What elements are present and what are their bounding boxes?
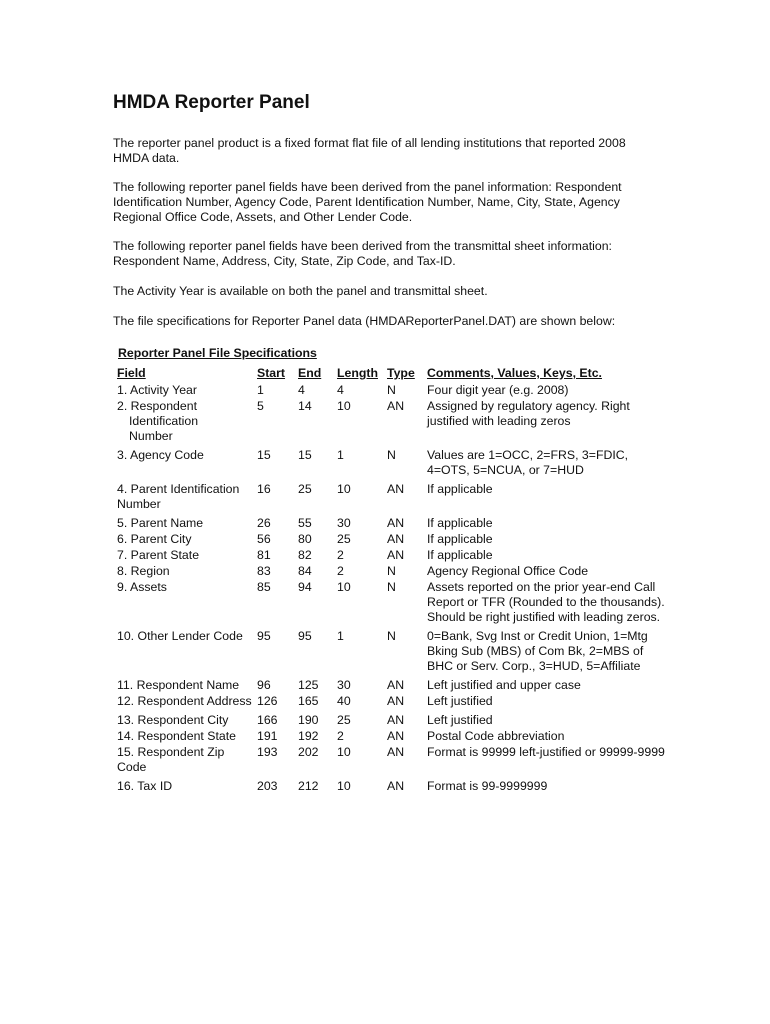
cell-type: AN [387,532,405,546]
cell-type: N [387,383,396,397]
cell-length: 10 [337,482,351,496]
cell-end: 95 [298,629,312,643]
field-name: 3. Agency Code [117,448,204,462]
header-type: Type [387,366,415,380]
cell-comments: 0=Bank, Svg Inst or Credit Union, 1=Mtg Bking Sub (MBS) of Com Bk, 2=MBS of BHC or Serv. Corp., 3=HUD, 5=Affiliate [427,629,648,673]
cell-comments: If applicable [427,532,493,546]
spec-table [115,364,667,794]
cell-end: 192 [298,729,319,743]
cell-length: 40 [337,694,351,708]
cell-type: AN [387,548,405,562]
cell-start: 203 [257,779,278,793]
table-row [115,579,667,628]
cell-field [115,744,255,778]
cell-length: 25 [337,532,351,546]
cell-comments: Left justified and upper case [427,678,581,692]
field-name: 9. Assets [117,580,167,594]
cell-start: 56 [257,532,271,546]
cell-comments: Assigned by regulatory agency. Right justified with leading zeros [427,399,630,428]
cell-field [115,728,255,744]
cell-end: 14 [298,399,312,413]
cell-end: 82 [298,548,312,562]
cell-start: 15 [257,448,271,462]
cell-start: 85 [257,580,271,594]
cell-field [115,447,255,481]
cell-field [115,382,255,398]
cell-start: 96 [257,678,271,692]
transmittal-fields-paragraph: The following reporter panel fields have been derived from the transmittal sheet information: Respondent Name, Address, City, State, Zip Code, and Tax-ID. [113,239,612,268]
field-name-continued: Number [129,429,173,443]
cell-type: AN [387,779,405,793]
field-name: 2. Respondent [117,399,197,413]
cell-type: AN [387,694,405,708]
table-row [115,447,667,481]
cell-field [115,778,255,794]
file-spec-paragraph: The file specifications for Reporter Panel data (HMDAReporterPanel.DAT) are shown below: [113,314,616,328]
cell-comments: Left justified [427,694,493,708]
intro-paragraph: The reporter panel product is a fixed format flat file of all lending institutions that reported 2008 HMDA data. [113,136,626,165]
cell-end: 212 [298,779,319,793]
table-row [115,515,667,531]
cell-comments: If applicable [427,482,493,496]
field-name: 12. Respondent Address [117,694,252,708]
cell-start: 166 [257,713,278,727]
cell-comments: Values are 1=OCC, 2=FRS, 3=FDIC, 4=OTS, 5=NCUA, or 7=HUD [427,448,629,477]
header-field: Field [117,366,146,380]
header-length: Length [337,366,378,380]
cell-type: AN [387,399,405,413]
cell-start: 83 [257,564,271,578]
cell-type: AN [387,516,405,530]
cell-start: 1 [257,383,264,397]
cell-type: N [387,629,396,643]
cell-field [115,531,255,547]
cell-type: N [387,564,396,578]
cell-field [115,398,255,447]
cell-start: 16 [257,482,271,496]
cell-field [115,693,255,712]
table-row [115,563,667,579]
field-name: 13. Respondent City [117,713,229,727]
header-end: End [298,366,322,380]
field-name: 8. Region [117,564,170,578]
cell-start: 95 [257,629,271,643]
spec-table-body [115,382,667,794]
cell-comments: Postal Code abbreviation [427,729,565,743]
cell-comments: Four digit year (e.g. 2008) [427,383,569,397]
field-name: 4. Parent Identification Number [117,482,240,511]
cell-end: 202 [298,745,319,759]
cell-length: 2 [337,548,344,562]
field-name: 10. Other Lender Code [117,629,243,643]
cell-length: 4 [337,383,344,397]
cell-end: 80 [298,532,312,546]
cell-end: 25 [298,482,312,496]
cell-length: 2 [337,564,344,578]
field-name: 7. Parent State [117,548,200,562]
cell-type: AN [387,678,405,692]
table-row [115,778,667,794]
cell-end: 55 [298,516,312,530]
field-name: 16. Tax ID [117,779,173,793]
field-name: 1. Activity Year [117,383,197,397]
cell-length: 10 [337,399,351,413]
table-row [115,481,667,515]
cell-comments: If applicable [427,548,493,562]
cell-type: AN [387,729,405,743]
cell-field [115,563,255,579]
table-row [115,398,667,447]
cell-length: 1 [337,448,344,462]
cell-start: 5 [257,399,264,413]
field-name: 5. Parent Name [117,516,204,530]
cell-end: 84 [298,564,312,578]
spec-table-header-row [115,364,667,382]
page-title: HMDA Reporter Panel [113,92,310,113]
cell-comments: Format is 99999 left-justified or 99999-9999 [427,745,665,759]
cell-type: N [387,448,396,462]
cell-length: 10 [337,580,351,594]
cell-field [115,515,255,531]
table-row [115,382,667,398]
table-row [115,712,667,728]
cell-field [115,547,255,563]
cell-type: AN [387,482,405,496]
header-comments: Comments, Values, Keys, Etc. [427,366,602,380]
table-row [115,693,667,712]
cell-length: 10 [337,779,351,793]
cell-field [115,579,255,628]
cell-end: 4 [298,383,305,397]
cell-end: 165 [298,694,319,708]
cell-length: 30 [337,678,351,692]
field-name: 11. Respondent Name [117,678,240,692]
cell-field [115,481,255,515]
cell-comments: If applicable [427,516,493,530]
cell-type: AN [387,713,405,727]
table-row [115,677,667,693]
cell-start: 126 [257,694,278,708]
table-row [115,628,667,677]
cell-field [115,628,255,677]
cell-type: AN [387,745,405,759]
cell-end: 94 [298,580,312,594]
cell-length: 2 [337,729,344,743]
cell-type: N [387,580,396,594]
cell-comments: Assets reported on the prior year-end Call Report or TFR (Rounded to the thousands). Should be right justified with leading zeros. [427,580,665,624]
panel-fields-paragraph: The following reporter panel fields have been derived from the panel information: Respondent Identification Number, Agency Code, Parent Identification Number, Name, City, State, Agency Regional Office Code, Assets, and Other Lender Code. [113,180,622,224]
header-start: Start [257,366,286,380]
cell-field [115,677,255,693]
table-row [115,744,667,778]
cell-field [115,712,255,728]
cell-length: 25 [337,713,351,727]
cell-start: 26 [257,516,271,530]
activity-year-paragraph: The Activity Year is available on both the panel and transmittal sheet. [113,284,488,298]
field-name: 14. Respondent State [117,729,236,743]
table-row [115,531,667,547]
field-name: 6. Parent City [117,532,192,546]
cell-start: 81 [257,548,271,562]
cell-length: 10 [337,745,351,759]
table-row [115,728,667,744]
cell-end: 125 [298,678,319,692]
cell-start: 191 [257,729,278,743]
cell-end: 190 [298,713,319,727]
cell-length: 30 [337,516,351,530]
field-name: 15. Respondent Zip Code [117,745,225,774]
spec-table-title: Reporter Panel File Specifications [118,346,317,360]
table-row [115,547,667,563]
cell-length: 1 [337,629,344,643]
cell-comments: Format is 99-9999999 [427,779,548,793]
cell-comments: Left justified [427,713,493,727]
cell-end: 15 [298,448,312,462]
cell-start: 193 [257,745,278,759]
cell-comments: Agency Regional Office Code [427,564,589,578]
field-name-continued: Identification [129,414,199,428]
